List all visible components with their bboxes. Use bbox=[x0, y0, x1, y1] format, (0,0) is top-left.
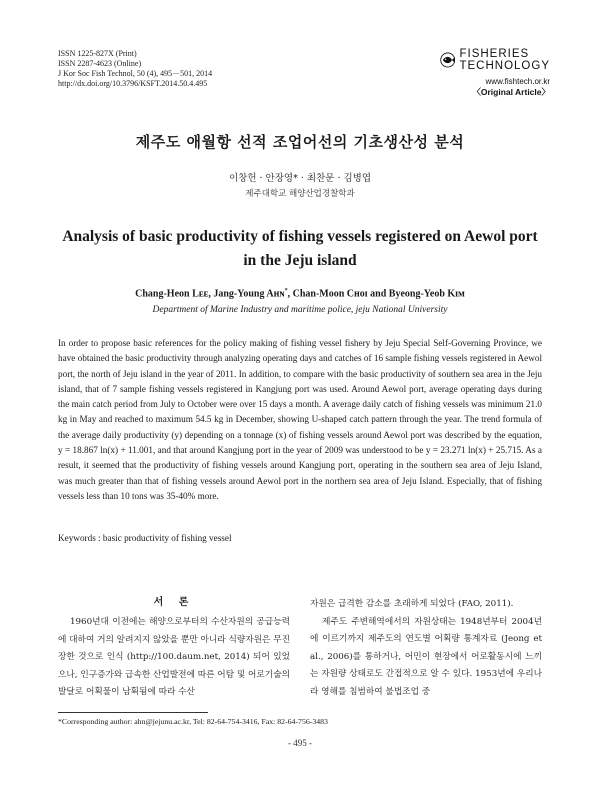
korean-title: 제주도 애월항 선적 조업어선의 기초생산성 분석 bbox=[135, 133, 465, 151]
english-authors bbox=[0, 288, 600, 299]
intro-paragraph-1-cont: 자원은 급격한 감소를 초래하게 되었다 (FAO, 2011). bbox=[310, 599, 514, 609]
logo-line-1: FISHERIES bbox=[459, 48, 530, 60]
korean-affiliation: 제주대학교 해양산업경찰학과 bbox=[245, 189, 355, 199]
corresponding-mark: * bbox=[284, 288, 288, 294]
footnote: *Corresponding author: ahn@jejunu.ac.kr, Tel: 82-64-754-3416, Fax: 82-64-756-3483 bbox=[58, 717, 328, 726]
article-type: 〈Original Article〉 bbox=[472, 87, 550, 97]
fish-logo-icon bbox=[440, 49, 455, 71]
english-affiliation: Department of Marine Industry and maritime police, jeju National University bbox=[152, 305, 448, 315]
footnote-divider bbox=[58, 712, 208, 713]
citation: J Kor Soc Fish Technol, 50 (4), 495－501, 2014 bbox=[58, 69, 213, 78]
issn-print: ISSN 1225-827X (Print) bbox=[58, 49, 137, 58]
authors-part-a: Chang-Heon Lᴇᴇ, Jang-Young Aʜɴ bbox=[135, 288, 285, 300]
body-column-left bbox=[58, 596, 290, 702]
page-number: - 495 - bbox=[288, 738, 312, 748]
journal-meta bbox=[58, 49, 212, 89]
journal-url[interactable]: www.fishtech.or.kr bbox=[485, 77, 550, 86]
journal-logo bbox=[440, 48, 550, 98]
body-column-right bbox=[310, 596, 542, 701]
logo-line-2: TECHNOLOGY bbox=[459, 60, 550, 72]
english-title: Analysis of basic productivity of fishing vessels registered on Aewol port in the Jeju island bbox=[62, 228, 538, 269]
doi-link[interactable]: http://dx.doi.org/10.3796/KSFT.2014.50.4.495 bbox=[58, 79, 208, 88]
intro-paragraph-1: 1960년대 이전에는 해양으로부터의 수산자원의 공급능력에 대하여 거의 알려지지 않았을 뿐만 아니라 식량자원은 무진장한 것으로 인식 (http://100.daum.net, 2014) 되어 있었으나, 인구증가와 급속한 산업발전에 따른 어탐 및 어로기술의 발달로 어획물이 남획됨에 따라 수산 bbox=[58, 617, 290, 697]
authors-part-b: , Chan-Moon Cʜᴏɪ and Byeong-Yeob Kɪᴍ bbox=[287, 288, 465, 300]
section-title-introduction: 서 론 bbox=[153, 597, 195, 608]
korean-authors: 이창헌 · 안장영* · 최찬문 · 김병엽 bbox=[228, 173, 372, 184]
abstract: In order to propose basic references for the policy making of fishing vessel fishery by Jeju Special Self-Governing Province, we have obtained the basic productivity through analyzing operating days and catches of 16 sample fishing vessels registered in Aewol port, the north of Jeju island in the year of 2011. In addition, to compare with the basic productivity of southern sea area in the Jeju island, that of 7 sample fishing vessels registered in Kangjung port was used. Around Aewol port, average operating days during the main catch period from July to October were over 15 days a month. A average daily catch of fishing vessels was minimum 21.0 kg in May and reached to maximum 54.5 kg in December, showing U-shaped catch pattern through the year. The trend formula of the average daily productivity (y) depending on a tonnage (x) of fishing vessels around Aewol port was described by the equation, y = 18.867 ln(x) + 11.001, and that around Kangjung port in the year of 2009 was understood to be y = 23.271 ln(x) + 25.715. As a result, it seemed that the productivity of fishing vessels around Kangjung port, operating in the southern sea area of Jeju Island, was much greater than that of fishing vessels around Aewol port in the northern sea area of Jeju Island. Especially, that of fishing vessels less than 10 tons was 35-40% more. bbox=[58, 338, 542, 501]
issn-online: ISSN 2287-4623 (Online) bbox=[58, 59, 142, 68]
intro-paragraph-2: 제주도 주변해역에서의 자원상태는 1948년부터 2004년에 이르기까지 제주도의 연도별 어획량 통계자료 (Jeong et al., 2006)를 통하거나, 어민이 현장에서 어로활동시에 느끼는 자원량 상태로도 간접적으로 알 수 있다. 1953년에 우리나라 영해를 침범하여 불법조업 중 bbox=[310, 616, 542, 697]
keywords: Keywords : basic productivity of fishing vessel bbox=[58, 533, 232, 543]
